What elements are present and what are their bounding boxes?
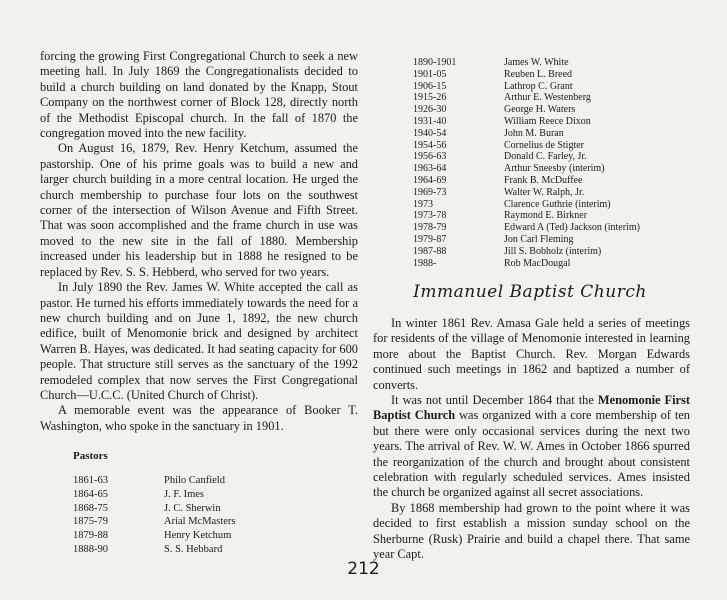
pastor-years: 1864-65 <box>73 488 108 500</box>
pastor-name: Arial McMasters <box>164 516 236 528</box>
pastor-name: Cornelius de Stigter <box>504 139 584 151</box>
pastor-name: J. F. Imes <box>164 488 204 500</box>
pastors-heading: Pastors <box>73 450 108 463</box>
pastor-name: William Reece Dixon <box>504 115 591 127</box>
pastor-row <box>413 246 640 258</box>
right-column-body <box>373 316 690 563</box>
pastor-name: Rob MacDougal <box>504 257 571 269</box>
pastor-row <box>413 81 640 93</box>
pastor-row <box>413 163 640 175</box>
pastor-row <box>413 210 640 222</box>
pastor-years: 1987-88 <box>413 245 447 257</box>
pastor-name: Lathrop C. Grant <box>504 80 573 92</box>
paragraph-text: was organized with a core membership of ten but there were only occasional services during the next two years. The arrival of Rev. W. W. Ames in October 1866 spurred the reorganization of the church and brought about consistent celebration with regularly scheduled services. Ames insisted the church be organized against all secret associations. <box>373 408 690 500</box>
pastor-row <box>73 474 358 488</box>
pastor-years: 1906-15 <box>413 80 447 92</box>
pastor-name: Jill S. Bobholz (interim) <box>504 245 602 257</box>
pastor-years: 1901-05 <box>413 68 447 80</box>
pastor-years: 1963-64 <box>413 163 447 175</box>
pastor-name: Donald C. Farley, Jr. <box>504 151 587 163</box>
pastor-row <box>73 529 358 543</box>
pastor-row <box>413 222 640 234</box>
pastor-row <box>413 175 640 187</box>
pastor-years: 1888-90 <box>73 543 108 555</box>
pastor-row <box>413 258 640 270</box>
pastor-name: George H. Waters <box>504 104 576 116</box>
pastor-name: Henry Ketchum <box>164 529 232 541</box>
pastor-name: Clarence Guthrie (interim) <box>504 198 611 210</box>
body-paragraph: On August 16, 1879, Rev. Henry Ketchum, assumed the pastorship. One of his prime goals was to build a new and larger church building in a more central location. He urged the church membership to purchase four lots on the southwest corner of the intersection of Wilson Avenue and Fifth Street. That was soon accomplished and the frame church in use was moved to the new site in the fall of 1880. Membership increased under his leadership but in 1888 he resigned to be replaced by Rev. S. S. Hebberd, who served for two years. <box>40 141 358 279</box>
pastor-years: 1875-79 <box>73 516 108 528</box>
body-paragraph: A memorable event was the appearance of Booker T. Washington, who spoke in the sanctuary in 1901. <box>40 403 358 433</box>
pastor-years: 1973 <box>413 198 433 210</box>
pastor-years: 1868-75 <box>73 502 108 514</box>
pastor-years: 1926-30 <box>413 104 447 116</box>
pastor-row <box>413 104 640 116</box>
pastor-row <box>413 199 640 211</box>
pastor-years: 1915-26 <box>413 92 447 104</box>
body-paragraph <box>373 393 690 501</box>
pastor-years: 1969-73 <box>413 186 447 198</box>
pastor-row <box>413 140 640 152</box>
pastor-years: 1861-63 <box>73 475 108 487</box>
body-paragraph: In winter 1861 Rev. Amasa Gale held a series of meetings for residents of the village of Menomonie interested in learning more about the Baptist Church. Rev. Morgan Edwards continued such meetings in 1862 and baptized a number of converts. <box>373 316 690 392</box>
body-paragraph: By 1868 membership had grown to the point where it was decided to first establish a mission sunday school on the Sherburne (Rusk) Prairie and build a chapel there. That same year Capt. <box>373 500 690 562</box>
page-number: 212 <box>347 559 380 579</box>
pastor-name: John M. Buran <box>504 127 564 139</box>
pastor-row <box>73 515 358 529</box>
pastor-name: Arthur Sneesby (interim) <box>504 163 605 175</box>
pastor-years: 1964-69 <box>413 174 447 186</box>
pastor-name: Edward A (Ted) Jackson (interim) <box>504 222 640 234</box>
pastor-years: 1931-40 <box>413 115 447 127</box>
pastor-years: 1973-78 <box>413 210 447 222</box>
pastor-row <box>413 92 640 104</box>
pastor-row <box>413 69 640 81</box>
pastor-row <box>73 543 358 557</box>
pastor-row <box>73 502 358 516</box>
left-column <box>40 49 358 556</box>
pastor-years: 1890-1901 <box>413 57 457 68</box>
pastor-name: J. C. Sherwin <box>164 502 221 514</box>
pastor-name: Philo Canfield <box>164 475 225 487</box>
pastor-name: S. S. Hebbard <box>164 543 223 555</box>
pastor-name: Walter W. Ralph, Jr. <box>504 186 585 198</box>
pastor-row <box>413 116 640 128</box>
pastor-row <box>413 187 640 199</box>
church-name-bold: Menomonie First Baptist Church <box>373 393 691 423</box>
pastor-row <box>413 151 640 163</box>
pastor-row <box>73 488 358 502</box>
pastor-years: 1956-63 <box>413 151 447 163</box>
pastor-years: 1988- <box>413 257 437 269</box>
pastors-list <box>40 450 358 556</box>
pastor-name: Jon Carl Fleming <box>504 233 574 245</box>
pastor-row <box>413 128 640 140</box>
pastor-row <box>413 234 640 246</box>
pastor-name: Frank B. McDuffee <box>504 174 583 186</box>
pastor-years: 1954-56 <box>413 139 447 151</box>
pastor-years: 1978-79 <box>413 222 447 234</box>
pastors-list-continued <box>413 57 640 269</box>
paragraph-text: It was not until December 1864 that the <box>391 393 598 408</box>
pastor-name: Raymond E. Birkner <box>504 210 588 222</box>
body-paragraph: In July 1890 the Rev. James W. White accepted the call as pastor. He turned his efforts immediately towards the need for a new church building and on June 1, 1892, the new church edifice, built of Menomonie brick and designed by architect Warren B. Hayes, was dedicated. It had seating capacity for 600 people. That structure still serves as the sanctuary of the 1992 remodeled complex that now serves the First Congregational Church—U.C.C. (United Church of Christ). <box>40 280 358 402</box>
pastor-years: 1979-87 <box>413 233 447 245</box>
section-heading: Immanuel Baptist Church <box>413 282 647 302</box>
pastor-name: Arthur E. Westenberg <box>504 92 591 104</box>
pastor-years: 1940-54 <box>413 127 447 139</box>
pastor-row <box>413 57 640 69</box>
pastor-years: 1879-88 <box>73 529 108 541</box>
pastor-name: Reuben L. Breed <box>504 68 573 80</box>
body-paragraph: forcing the growing First Congregational Church to seek a new meeting hall. In July 1869 the Congregationalists decided to build a church building on land donated by the Knapp, Stout Company on the northwest corner of Block 128, directly north of the Methodist Episcopal church. In the fall of 1870 the congregation moved into the new facility. <box>40 49 358 141</box>
pastor-name: James W. White <box>504 57 569 68</box>
